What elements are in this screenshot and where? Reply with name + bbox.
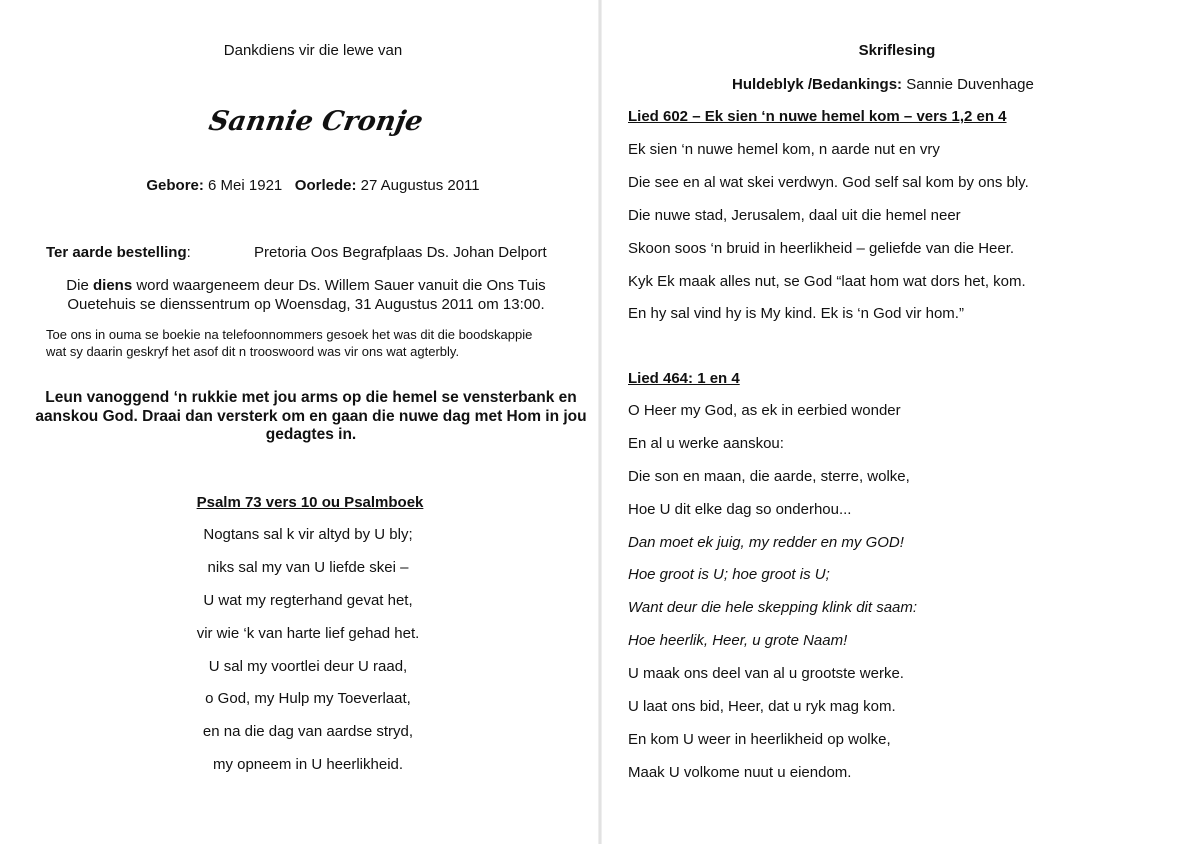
hymn2-line: O Heer my God, as ek in eerbied wonder [628, 402, 901, 419]
hymn2-title: Lied 464: 1 en 4 [628, 370, 740, 387]
hymn2-line: Maak U volkome nuut u eiendom. [628, 763, 852, 781]
signature-graphic [0, 104, 630, 140]
hymn2-line: Want deur die hele skepping klink dit saam: [628, 599, 918, 617]
service-bold-word: diens [92, 277, 133, 294]
intro-text: Dankdiens vir die lewe van [223, 42, 403, 59]
dates-line [0, 177, 626, 195]
name-signature [0, 104, 630, 140]
hymn2-line: Dan moet ek juig, my redder en my GOD! [628, 533, 904, 551]
service-prefix: Die [66, 277, 89, 294]
hymn2-line: En al u werke aanskou: [628, 434, 784, 452]
psalm-line: U sal my voortlei deur U raad, [208, 657, 408, 675]
born-label: Gebore: [146, 177, 204, 194]
psalm-line: my opneem in U heerlikheid. [212, 756, 404, 774]
burial-value: Pretoria Oos Begrafplaas Ds. Johan Delport [254, 244, 547, 261]
hymn1-line: Die nuwe stad, Jerusalem, daal uit die hemel neer [628, 206, 961, 224]
hymn2-line: Hoe heerlik, Heer, u grote Naam! [628, 632, 848, 650]
psalm-line: vir wie ‘k van harte lief gehad het. [196, 624, 420, 642]
hymn2-line: Hoe groot is U; hoe groot is U; [628, 566, 830, 584]
hymn1-title: Lied 602 – Ek sien ‘n nuwe hemel kom – vers 1,2 en 4 [628, 108, 1007, 125]
service-paragraph [46, 276, 566, 314]
signature-text: Sannie Cronje [206, 105, 426, 137]
psalm-line: Nogtans sal k vir altyd by U bly; [203, 526, 413, 543]
hymn2-lines [628, 402, 917, 797]
hymn2-line: En kom U weer in heerlikheid op wolke, [628, 730, 891, 748]
psalm-lines [0, 526, 616, 789]
hymn2-line: Hoe U dit elke dag so onderhou... [628, 500, 852, 518]
hymn1-line: Skoon soos ‘n bruid in heerlikheid – geliefde van die Heer. [628, 239, 1015, 257]
hymn2-line: Die son en maan, die aarde, sterre, wolke, [628, 467, 910, 485]
burial-label-group [46, 244, 191, 262]
hymn1-lines [628, 141, 1029, 338]
hymn1-line: Ek sien ‘n nuwe hemel kom, n aarde nut en vry [628, 141, 940, 158]
hymn1-line: Kyk Ek maak alles nut, se God “laat hom wat dors het, kom. [628, 272, 1026, 290]
hymn1-line: En hy sal vind hy is My kind. Ek is ‘n God vir hom.” [628, 305, 964, 323]
blessing-paragraph: Leun vanoggend ‘n rukkie met jou arms op die hemel se vensterbank en aanskou God. Draai dan versterk om en gaan die nuwe dag met Hom in jou gedagtes in. [35, 389, 587, 443]
left-page [0, 0, 598, 844]
psalm-line: niks sal my van U liefde skei – [207, 558, 409, 576]
hymn2-line: U laat ons bid, Heer, dat u ryk mag kom. [628, 698, 896, 716]
psalm-line: en na die dag van aardse stryd, [202, 723, 414, 741]
right-page [602, 0, 1200, 844]
scripture-heading: Skriflesing [858, 42, 936, 59]
hymn2-line: U maak ons deel van al u grootste werke. [628, 665, 904, 683]
died-label: Oorlede: [294, 177, 357, 194]
story-paragraph: Toe ons in ouma se boekie na telefoonnommers gesoek het was dit die boodskappie wat sy daarin geskryf het asof dit n trooswoord was vir ons wat agterbly. [46, 327, 533, 359]
psalm-line: o God, my Hulp my Toeverlaat, [205, 690, 411, 708]
tribute-label: Huldeblyk /Bedankings: [732, 76, 903, 93]
burial-colon: : [186, 244, 191, 261]
psalm-line: U wat my regterhand gevat het, [203, 591, 413, 609]
hymn1-line: Die see en al wat skei verdwyn. God self sal kom by ons bly. [628, 173, 1029, 191]
tribute-line [732, 76, 1034, 94]
born-value: 6 Mei 1921 [208, 177, 283, 194]
died-value: 27 Augustus 2011 [360, 177, 480, 194]
service-details: word waargeneem deur Ds. Willem Sauer vanuit die Ons Tuis Ouetehuis se dienssentrum op Woensdag, 31 Augustus 2011 om 13:00. [67, 277, 546, 313]
burial-label: Ter aarde bestelling [46, 244, 187, 261]
tribute-value: Sannie Duvenhage [906, 76, 1034, 93]
psalm-title: Psalm 73 vers 10 ou Psalmboek [196, 494, 424, 511]
